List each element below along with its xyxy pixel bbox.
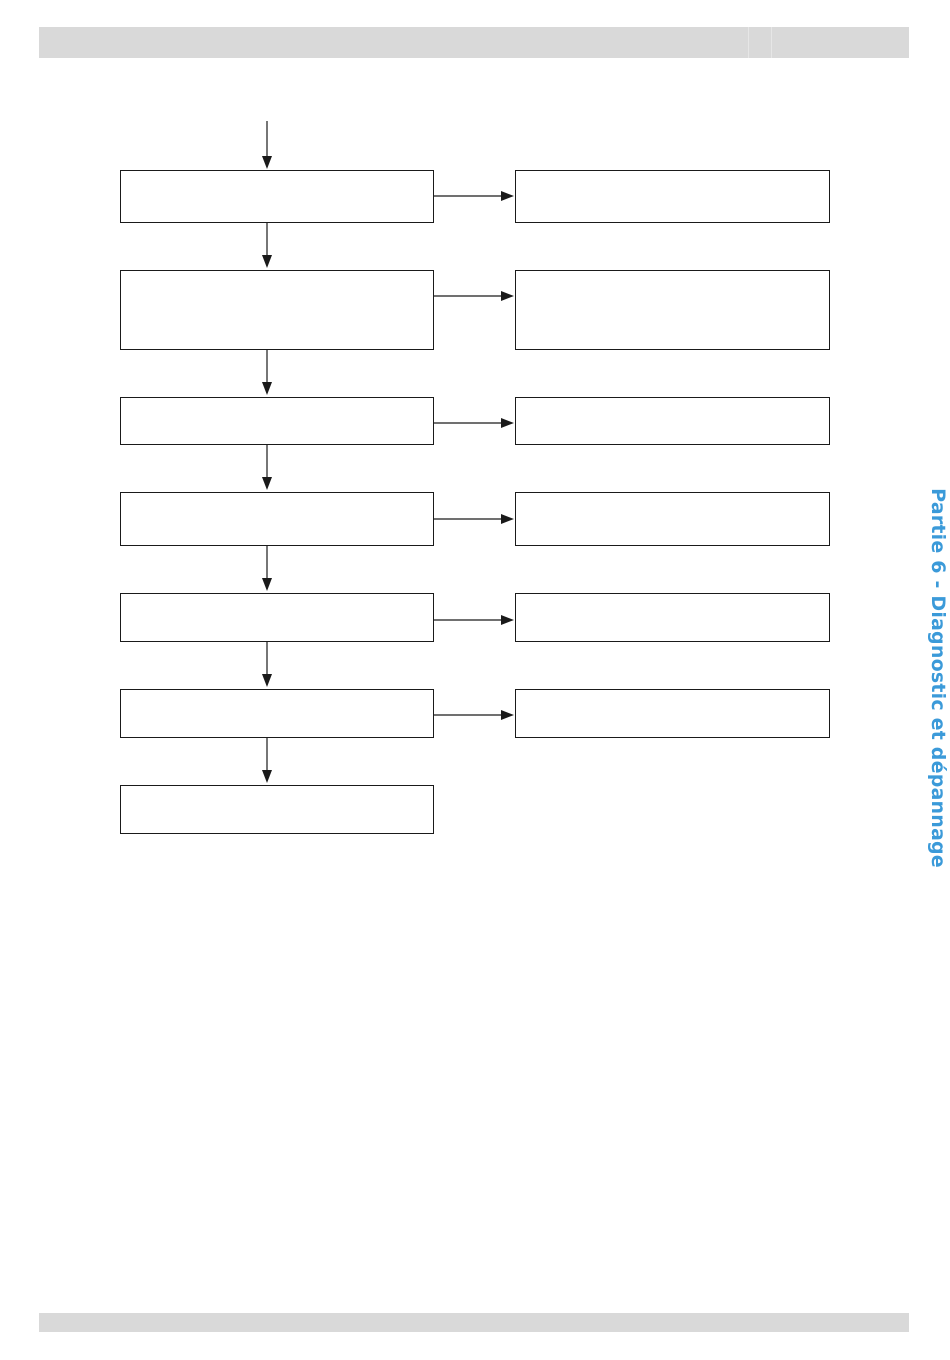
- arrowhead-down: [262, 674, 272, 687]
- arrowhead-down: [262, 770, 272, 783]
- step-box-5: [121, 594, 434, 642]
- arrowhead-right: [501, 418, 514, 428]
- arrowhead-down: [262, 255, 272, 268]
- action-box-4: [516, 493, 830, 546]
- section-side-title: Partie 6 - Diagnostic et dépannage: [927, 488, 949, 868]
- action-box-3: [516, 398, 830, 445]
- action-box-1: [516, 171, 830, 223]
- arrowhead-right: [501, 514, 514, 524]
- step-box-2: [121, 271, 434, 350]
- arrowhead-down: [262, 382, 272, 395]
- arrowhead-right: [501, 710, 514, 720]
- step-box-6: [121, 690, 434, 738]
- arrowhead-down: [262, 156, 272, 169]
- arrowhead-down: [262, 578, 272, 591]
- step-box-4: [121, 493, 434, 546]
- action-box-2: [516, 271, 830, 350]
- arrowhead-right: [501, 615, 514, 625]
- arrowhead-right: [501, 191, 514, 201]
- arrowhead-right: [501, 291, 514, 301]
- step-box-3: [121, 398, 434, 445]
- step-box-1: [121, 171, 434, 223]
- step-box-7: [121, 786, 434, 834]
- action-box-6: [516, 690, 830, 738]
- arrowhead-down: [262, 477, 272, 490]
- action-box-5: [516, 594, 830, 642]
